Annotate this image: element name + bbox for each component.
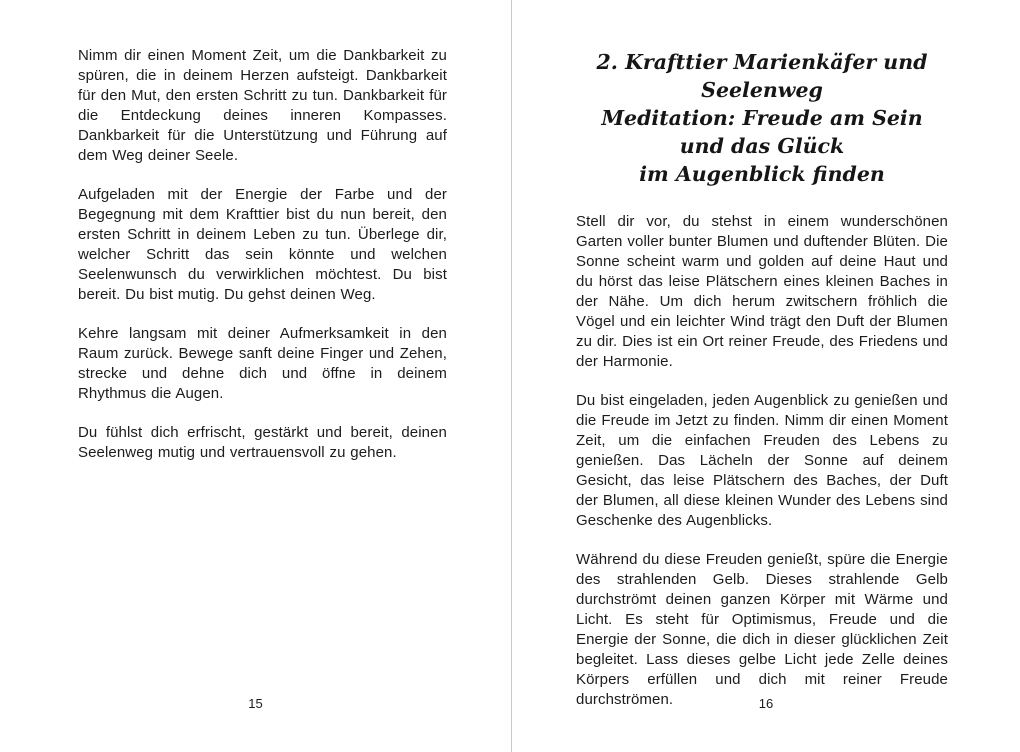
page-left-body (78, 46, 447, 463)
chapter-title-line: im Augenblick finden (639, 162, 885, 186)
paragraph: Nimm dir einen Moment Zeit, um die Dankbarkeit zu spüren, die in deinem Herzen aufsteigt. Dankbarkeit für den Mut, den ersten Schritt zu tun. Dankbarkeit für die Entdeckung deines inneren Kompasses. Dankbarkeit für die Unterstützung und Führung auf dem Weg deiner Seele. (78, 47, 447, 164)
paragraph: Stell dir vor, du stehst in einem wunderschönen Garten voller bunter Blumen und duftender Blüten. Die Sonne scheint warm und golden auf deine Haut und du hörst das leise Plätschern eines kleinen Baches in der Nähe. Um dich herum zwitschern fröhlich die Vögel und ein leichter Wind trägt den Duft der Blumen zu dir. Dies ist ein Ort reiner Freude, des Friedens und der Harmonie. (576, 213, 948, 370)
chapter-title-line: 2. Krafttier Marienkäfer und Seelenweg (596, 50, 928, 102)
paragraph: Aufgeladen mit der Energie der Farbe und der Begegnung mit dem Krafttier bist du nun bereit, den ersten Schritt in deinem Leben zu tun. Überlege dir, welcher Schritt das sein könnte und welchen Seelenwunsch du verwirklichen möchtest. Du bist bereit. Du bist mutig. Du gehst deinen Weg. (78, 186, 447, 303)
page-number-left: 15 (248, 696, 263, 711)
paragraph: Während du diese Freuden genießt, spüre die Energie des strahlenden Gelb. Dieses strahlende Gelb durchströmt deinen ganzen Körper mit Wärme und Licht. Es steht für Optimismus, Freude und die Energie der Sonne, die dich in dieser glücklichen Zeit begleitet. Lass dieses gelbe Licht jede Zelle deines Körpers erfüllen und dich mit reiner Freude durchströmen. (576, 551, 948, 708)
paragraph: Du bist eingeladen, jeden Augenblick zu genießen und die Freude im Jetzt zu finden. Nimm dir einen Moment Zeit, um die einfachen Freuden des Lebens zu genießen. Das Lächeln der Sonne auf deinem Gesicht, das leise Plätschern des Baches, der Duft der Blumen, all diese kleinen Wunder des Lebens sind Geschenke des Augenblicks. (576, 392, 948, 529)
page-right (512, 0, 1020, 752)
page-right-body (576, 212, 948, 710)
paragraph: Kehre langsam mit deiner Aufmerksamkeit in den Raum zurück. Bewege sanft deine Finger und Zehen, strecke und dehne dich und öffne in deinem Rhythmus die Augen. (78, 325, 447, 402)
chapter-title-line: Meditation: Freude am Sein und das Glück (601, 106, 923, 158)
paragraph: Du fühlst dich erfrischt, gestärkt und bereit, deinen Seelenweg mutig und vertrauensvoll zu gehen. (78, 424, 447, 461)
page-number-right: 16 (758, 696, 774, 711)
chapter-title (576, 48, 948, 188)
